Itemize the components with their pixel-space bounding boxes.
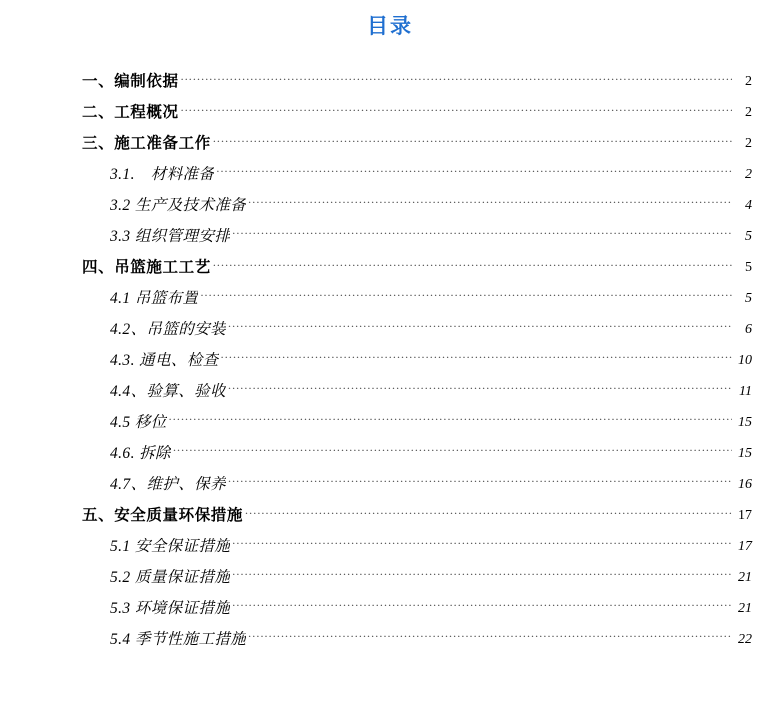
toc-entry-label: 4.5 移位 [110,414,167,431]
toc-leader-dots [248,624,732,655]
toc-entry-page: 17 [738,508,752,523]
toc-entry-page: 6 [745,322,752,337]
toc-leader-dots [216,159,732,190]
toc-entry[interactable] [0,221,780,252]
toc-entry-page: 22 [738,632,752,647]
toc-entry[interactable] [0,376,780,407]
toc-entry-label: 5.2 质量保证措施 [110,569,231,586]
document-page [0,12,780,713]
toc-leader-dots [228,469,732,500]
toc-entry-label: 五、安全质量环保措施 [82,507,244,524]
toc-entry-label: 3.3 组织管理安排 [110,228,231,245]
toc-entry-label: 4.3. 通电、检查 [110,352,219,369]
toc-entry-label: 3.1. 材料准备 [110,166,215,183]
toc-entry-label: 4.1 吊篮布置 [110,290,199,307]
toc-leader-dots [221,345,732,376]
toc-entry-page: 11 [739,384,752,399]
toc-entry[interactable] [0,128,780,159]
toc-entry[interactable] [0,438,780,469]
toc-leader-dots [228,314,732,345]
toc-entry-page: 2 [745,136,752,151]
page-title: 目录 [367,15,413,38]
toc-entry[interactable] [0,345,780,376]
toc-leader-dots [232,562,732,593]
toc-entry[interactable] [0,190,780,221]
toc-leader-dots [181,66,732,97]
toc-leader-dots [169,407,732,438]
toc-leader-dots [248,190,732,221]
toc-entry-page: 2 [745,167,752,182]
toc-entry-label: 4.6. 拆除 [110,445,171,462]
toc-entry[interactable] [0,283,780,314]
toc-leader-dots [228,376,732,407]
toc-entry-page: 2 [745,105,752,120]
toc-entry-label: 三、施工准备工作 [82,135,211,152]
toc-entry[interactable] [0,314,780,345]
toc-entry-label: 5.3 环境保证措施 [110,600,231,617]
toc-entry-label: 4.2、吊篮的安装 [110,321,226,338]
toc-entry-page: 21 [738,570,752,585]
toc-leader-dots [232,531,732,562]
toc-entry[interactable] [0,624,780,655]
toc-entry[interactable] [0,469,780,500]
toc-entry[interactable] [0,252,780,283]
toc-entry-page: 10 [738,353,752,368]
toc-entry[interactable] [0,159,780,190]
toc-entry-label: 5.4 季节性施工措施 [110,631,247,648]
toc-entry-label: 二、工程概况 [82,104,179,121]
toc-entry-page: 15 [738,446,752,461]
toc-entry[interactable] [0,97,780,128]
toc-leader-dots [245,500,732,531]
toc-entry-page: 4 [745,198,752,213]
toc-entry-page: 5 [745,291,752,306]
toc-entry[interactable] [0,593,780,624]
toc-leader-dots [232,593,732,624]
toc-entry[interactable] [0,531,780,562]
toc-entry-page: 2 [745,74,752,89]
toc-entry-label: 3.2 生产及技术准备 [110,197,247,214]
toc-entry[interactable] [0,407,780,438]
toc-leader-dots [232,221,732,252]
toc-leader-dots [200,283,732,314]
toc-leader-dots [213,252,732,283]
toc-entry-page: 17 [738,539,752,554]
table-of-contents [0,66,780,655]
toc-entry[interactable] [0,562,780,593]
toc-leader-dots [181,97,732,128]
toc-leader-dots [173,438,732,469]
toc-entry-page: 16 [738,477,752,492]
toc-entry-label: 5.1 安全保证措施 [110,538,231,555]
toc-entry-page: 15 [738,415,752,430]
toc-entry-page: 21 [738,601,752,616]
toc-entry-label: 4.7、维护、保养 [110,476,226,493]
toc-entry-page: 5 [745,229,752,244]
toc-entry-label: 一、编制依据 [82,73,179,90]
toc-entry-label: 四、吊篮施工工艺 [82,259,211,276]
toc-entry[interactable] [0,500,780,531]
toc-entry[interactable] [0,66,780,97]
toc-entry-label: 4.4、验算、验收 [110,383,226,400]
toc-entry-page: 5 [745,260,752,275]
toc-leader-dots [213,128,732,159]
